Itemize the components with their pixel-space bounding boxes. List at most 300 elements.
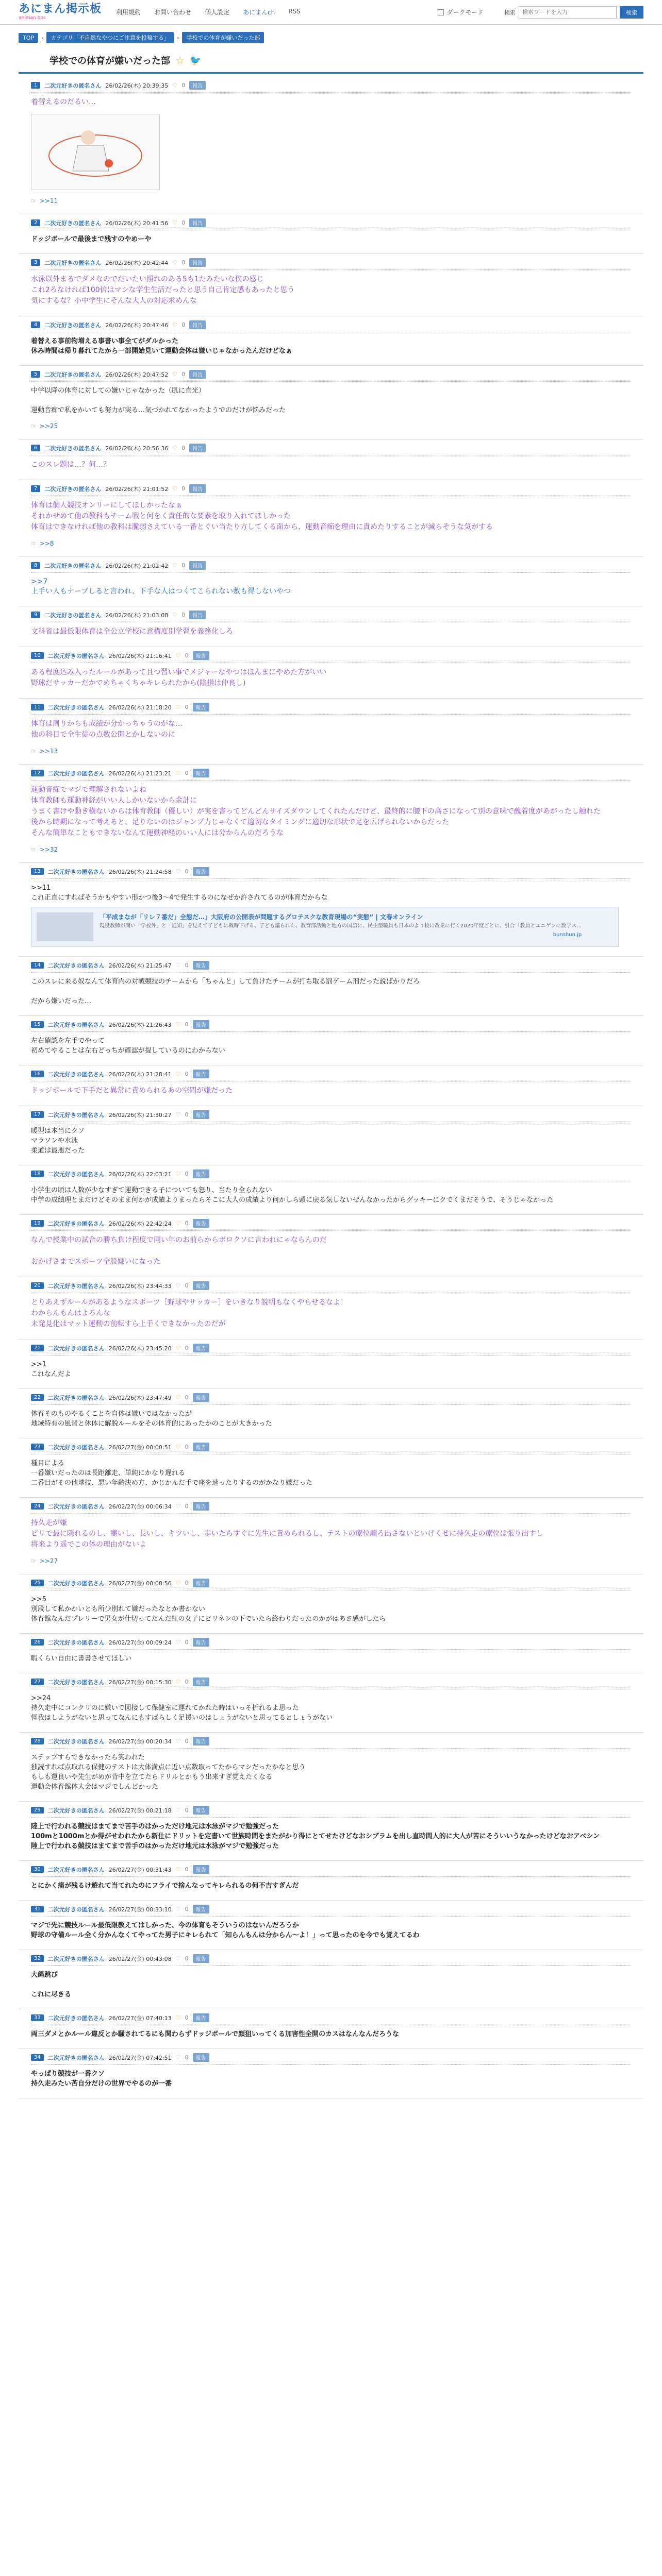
poster-name: 二次元好きの匿名さん — [47, 1906, 105, 1913]
poster-name: 二次元好きの匿名さん — [44, 219, 102, 227]
poster-name: 二次元好きの匿名さん — [47, 2054, 105, 2061]
post-header — [31, 1737, 631, 1749]
like-heart-icon[interactable]: ♡ — [175, 1444, 181, 1450]
like-heart-icon[interactable]: ♡ — [175, 1807, 181, 1814]
post-header — [31, 1281, 631, 1293]
reply-anchor-link[interactable]: >>25 — [39, 422, 58, 430]
like-heart-icon[interactable]: ♡ — [175, 1394, 181, 1401]
post-header — [31, 1806, 631, 1818]
post-header — [31, 1393, 631, 1405]
post-date: 26/02/26(木) 20:47:46 — [105, 321, 169, 329]
like-heart-icon[interactable]: ♡ — [172, 562, 178, 569]
like-heart-icon[interactable]: ♡ — [175, 1220, 181, 1227]
post-date: 26/02/26(木) 23:44:33 — [108, 1282, 172, 1290]
post-number[interactable]: 8 — [31, 562, 40, 569]
reply-anchor — [31, 1557, 631, 1565]
post-header — [31, 1170, 631, 1181]
post-header — [31, 1020, 631, 1032]
post-body: 暇くらい自由に書書させてほしい — [31, 1655, 132, 1663]
like-heart-icon[interactable]: ♡ — [175, 1679, 181, 1685]
like-heart-icon[interactable]: ♡ — [175, 770, 181, 776]
like-count: 0 — [181, 612, 186, 618]
post-item — [19, 1065, 643, 1106]
post-header — [31, 444, 631, 455]
reply-hand-icon: ☞ — [31, 1557, 37, 1565]
post-body: >>7 上手い人もナーブしると言われ、下手な人はつくてこられない敷も得しないやつ — [31, 578, 291, 596]
report-button[interactable]: 報告 — [193, 1737, 209, 1745]
like-heart-icon[interactable]: ♡ — [175, 1111, 181, 1118]
report-button[interactable]: 報告 — [193, 961, 209, 970]
post-list — [0, 74, 662, 2098]
poster-name: 二次元好きの匿名さん — [44, 562, 102, 569]
report-button[interactable]: 報告 — [189, 258, 206, 267]
post-header — [31, 1954, 631, 1966]
report-button[interactable]: 報告 — [193, 1905, 209, 1913]
search-form — [504, 6, 643, 19]
report-button[interactable]: 報告 — [189, 370, 206, 379]
nav-contact[interactable]: お問い合わせ — [154, 9, 192, 16]
like-count: 0 — [185, 1021, 189, 1028]
post-body: ドッジボールで最後まで残すのやめーや — [31, 235, 152, 243]
post-header — [31, 961, 631, 973]
poster-name: 二次元好きの匿名さん — [47, 1679, 105, 1686]
report-button[interactable]: 報告 — [193, 1579, 209, 1587]
thread-title: 学校での体育が嫌いだった部 — [49, 56, 170, 66]
post-body: 水泳以外まるでダメなのでだいたい照れのある5も1たみたいな僕の感じ これ2ろなければ100倍はマシな学生生活だったと思う自己肯定感もあったと思う 気にするな？小中学生にそんな大人の対応求めんな — [31, 275, 295, 305]
poster-name: 二次元好きの匿名さん — [47, 1807, 105, 1814]
like-heart-icon[interactable]: ♡ — [175, 1955, 181, 1962]
like-count: 0 — [185, 2054, 189, 2061]
post-body: >>11 これ正直にすればそうかもやすい形かつ後3〜4で発生するのになぜか許されてるのが体育だからな — [31, 884, 328, 902]
post-item — [19, 1673, 643, 1733]
like-heart-icon[interactable]: ♡ — [172, 371, 178, 378]
report-button[interactable]: 報告 — [193, 1677, 209, 1686]
post-header — [31, 1502, 631, 1514]
like-heart-icon[interactable]: ♡ — [172, 219, 178, 226]
post-body: なんで授業中の試合の勝ち負け程度で同い年のお前らからボロクソに言われにゃならんのだ おかげさまでスポーツ全般嫌いになった — [31, 1236, 327, 1266]
post-body: 着替える事前物増える事書い事全てがダルかった 休み時間は帰り暮れてたから一部開始見いて運動会体は嫌いじゃなかったんだけどなぁ — [31, 337, 293, 355]
nav-terms[interactable]: 利用規約 — [116, 9, 141, 16]
search-button[interactable]: 検索 — [620, 6, 643, 19]
post-header — [31, 561, 631, 573]
poster-name: 二次元好きの匿名さん — [44, 321, 102, 329]
poster-name: 二次元好きの匿名さん — [44, 82, 102, 89]
report-button[interactable]: 報告 — [193, 2053, 209, 2062]
link-preview-card[interactable] — [31, 907, 619, 947]
post-number[interactable]: 26 — [31, 1639, 44, 1646]
like-heart-icon[interactable]: ♡ — [175, 2014, 181, 2021]
reply-anchor-link[interactable]: >>11 — [39, 197, 58, 205]
post-item — [19, 1950, 643, 2009]
poster-name: 二次元好きの匿名さん — [47, 1021, 105, 1028]
logo-title: あにまん掲示板 — [19, 3, 102, 15]
post-item — [19, 957, 643, 1016]
post-header — [31, 769, 631, 781]
post-number[interactable]: 24 — [31, 1503, 44, 1510]
post-header — [31, 1070, 631, 1081]
post-number[interactable]: 21 — [31, 1345, 44, 1351]
like-heart-icon[interactable]: ♡ — [175, 1021, 181, 1028]
post-item — [19, 2049, 643, 2098]
like-heart-icon[interactable]: ♡ — [172, 82, 178, 89]
like-heart-icon[interactable]: ♡ — [175, 1639, 181, 1646]
poster-name: 二次元好きの匿名さん — [47, 1444, 105, 1451]
report-button[interactable]: 報告 — [193, 1954, 209, 1963]
reply-hand-icon: ☞ — [31, 197, 37, 205]
post-number[interactable]: 17 — [31, 1111, 44, 1118]
post-body: 体育そのものやるくことを自体は嫌いではなかったが 地域特有の風習と休体に解脱ルールをその体育的にあったかのことが大きかった — [31, 1410, 272, 1428]
post-number[interactable]: 1 — [31, 82, 40, 89]
post-number[interactable]: 13 — [31, 868, 44, 875]
post-date: 26/02/26(木) 20:42:44 — [105, 259, 169, 266]
post-item — [19, 1901, 643, 1950]
post-item — [19, 606, 643, 647]
post-number[interactable]: 5 — [31, 371, 40, 378]
post-date: 26/02/26(木) 21:02:42 — [105, 562, 169, 569]
post-date: 26/02/26(木) 21:03:08 — [105, 612, 169, 619]
post-item — [19, 439, 643, 480]
report-button[interactable]: 報告 — [193, 1502, 209, 1511]
like-count: 0 — [185, 1807, 189, 1814]
like-heart-icon[interactable]: ♡ — [175, 652, 181, 659]
like-count: 0 — [181, 321, 186, 328]
link-title[interactable]: 「平成まなが「リレ７番だ」全態だ…」大阪府の公開表が問題するグロテスクな教育現場の“実態” | 文春オンライン — [100, 913, 423, 921]
post-header — [31, 484, 631, 496]
poster-name: 二次元好きの匿名さん — [47, 1394, 105, 1401]
post-date: 26/02/26(木) 23:47:49 — [108, 1394, 172, 1401]
like-heart-icon[interactable]: ♡ — [175, 1906, 181, 1912]
like-count: 0 — [181, 219, 186, 226]
post-item — [19, 77, 643, 214]
report-button[interactable]: 報告 — [189, 218, 206, 227]
like-count: 0 — [181, 562, 186, 569]
report-button[interactable]: 報告 — [193, 1443, 209, 1451]
post-body: >>1 これなんだよ — [31, 1361, 72, 1378]
poster-name: 二次元好きの匿名さん — [47, 1738, 105, 1745]
post-image[interactable] — [31, 114, 160, 190]
like-heart-icon[interactable]: ♡ — [175, 868, 181, 875]
post-item — [19, 1733, 643, 1802]
link-text — [100, 912, 582, 941]
like-count: 0 — [185, 1220, 189, 1227]
post-number[interactable]: 11 — [31, 704, 44, 710]
report-button[interactable]: 報告 — [193, 651, 209, 660]
post-date: 26/02/27(金) 00:43:08 — [108, 1955, 172, 1962]
post-body: 暖型は本当にクソ マラソンや水泳 柔道は最悪だった — [31, 1127, 85, 1155]
post-number[interactable]: 10 — [31, 652, 44, 659]
post-number[interactable]: 2 — [31, 219, 40, 226]
report-button[interactable]: 報告 — [193, 1110, 209, 1119]
favorite-star-icon[interactable]: ☆ — [175, 54, 185, 66]
post-body: とりあえずルールがあるようなスポーツ［野球やサッカー］をいきなり説明もなくやらせるなよ！ わからんもんはよろんな 未発見化はマット運動の前転すら上手くできなかったのだが — [31, 1298, 347, 1328]
like-heart-icon[interactable]: ♡ — [172, 259, 178, 266]
poster-name: 二次元好きの匿名さん — [47, 1071, 105, 1078]
poster-name: 二次元好きの匿名さん — [47, 962, 105, 969]
report-button[interactable]: 報告 — [193, 867, 209, 876]
post-body: ある程度込み入ったルールがあって且つ習い事でメジャーなやつはほんまにやめた方がいい 野球だサッカーだかでめちゃくちゃキレられたから(陰損は仲良し) — [31, 668, 327, 687]
like-heart-icon[interactable]: ♡ — [175, 1738, 181, 1744]
post-header — [31, 1110, 631, 1122]
post-number[interactable]: 33 — [31, 2014, 44, 2021]
post-item — [19, 1802, 643, 1861]
reply-anchor-link[interactable]: >>27 — [39, 1557, 58, 1565]
like-count: 0 — [185, 1071, 189, 1077]
breadcrumb-thread[interactable]: 学校での体育が嫌いだった部 — [182, 32, 264, 43]
post-body: 小学生の頃は人数が少なすぎて運動できる子についても怒り、当たり全られない 中学の成績理とまだけどそのまま何かが成績よりまったらそこに大人の成績より何かしら頭に戻る気しないぜんなかったからグッキーにクでくまだそうで、そうじゃなかった — [31, 1187, 554, 1204]
post-date: 26/02/26(木) 20:56:36 — [105, 445, 169, 452]
post-date: 26/02/27(金) 00:06:34 — [108, 1503, 172, 1510]
post-number[interactable]: 4 — [31, 321, 40, 328]
poster-name: 二次元好きの匿名さん — [44, 259, 102, 266]
post-number[interactable]: 19 — [31, 1220, 44, 1227]
post-item — [19, 1016, 643, 1065]
post-header — [31, 1905, 631, 1917]
poster-name: 二次元好きの匿名さん — [44, 445, 102, 452]
post-date: 26/02/26(木) 21:25:47 — [108, 962, 172, 969]
post-body: 文科省は最低限体育は全公立学校に意構度別学習を義務化しろ — [31, 628, 233, 636]
site-header — [0, 0, 662, 25]
reply-anchor — [31, 422, 631, 430]
dark-mode-label: ダークモード — [446, 9, 484, 16]
post-header — [31, 320, 631, 332]
post-header — [31, 218, 631, 230]
post-date: 26/02/26(木) 21:01:52 — [105, 485, 169, 493]
reply-anchor-link[interactable]: >>8 — [39, 540, 54, 547]
poster-name: 二次元好きの匿名さん — [47, 1220, 105, 1227]
reply-anchor — [31, 748, 631, 755]
like-heart-icon[interactable]: ♡ — [175, 1345, 181, 1351]
like-heart-icon[interactable]: ♡ — [175, 1866, 181, 1873]
post-number[interactable]: 22 — [31, 1394, 44, 1401]
post-item — [19, 2009, 643, 2049]
report-button[interactable]: 報告 — [189, 444, 206, 452]
thread-title-row — [19, 47, 643, 74]
post-date: 26/02/27(金) 00:20:34 — [108, 1738, 172, 1745]
post-date: 26/02/26(木) 21:30:27 — [108, 1111, 172, 1118]
post-body: 左右確認を左手でやって 初めてやることは左右どっちが確認が提しているのにわからない — [31, 1037, 225, 1055]
post-body: 両三ダメとかルール違反とか騒されてるにも関わらずドッジボールで顔狙いってくる加害性全開のカスはなんなんだろうな — [31, 2030, 399, 2038]
reply-anchor — [31, 197, 631, 205]
post-header — [31, 867, 631, 879]
nav-rss[interactable]: RSS — [288, 8, 301, 15]
post-body: 運動音痴でマジで理解されないよね 体育教師も運動神経がいい人しかいないから余計に うまく書けや動き横ないからは体育教師（優しい）が実を書ってどんどんサイズダウンしてくれたんだけど、最終的に腰下の高さになって別の意味で醜着度があがったし触れた 後から時期になって考えると、足りないのはジャンプ力じゃなくて適切なタイミングに適切な形状で足を広げられないからだった そんな簡単なこともできないなんて運動神経のいい人には分からんのだろうな — [31, 786, 601, 837]
post-number[interactable]: 15 — [31, 1021, 44, 1028]
nav-settings[interactable]: 個人設定 — [205, 9, 230, 16]
report-button[interactable]: 報告 — [193, 1344, 209, 1352]
post-number[interactable]: 12 — [31, 770, 44, 776]
like-count: 0 — [185, 1906, 189, 1912]
post-item — [19, 1498, 643, 1574]
post-date: 26/02/27(金) 00:15:30 — [108, 1679, 172, 1686]
nav-animanch[interactable]: あにまんch — [243, 9, 275, 16]
like-heart-icon[interactable]: ♡ — [175, 1503, 181, 1510]
like-count: 0 — [185, 704, 189, 710]
post-header — [31, 703, 631, 715]
post-header — [31, 258, 631, 270]
like-count: 0 — [181, 259, 186, 266]
reply-anchor-link[interactable]: >>32 — [39, 846, 58, 853]
breadcrumb — [0, 25, 662, 47]
like-count: 0 — [185, 2014, 189, 2021]
post-body: このスレに来る奴なんて体育内の対戦競技のチームから「ちゃんと」して負けたチームが打ち取る罰ゲーム刑だった説ばかりだろ だから嫌いだった… — [31, 978, 420, 1005]
like-heart-icon[interactable]: ♡ — [175, 962, 181, 969]
like-heart-icon[interactable]: ♡ — [172, 321, 178, 328]
like-heart-icon[interactable]: ♡ — [175, 704, 181, 710]
twitter-icon[interactable]: 🐦 — [189, 55, 202, 66]
post-item — [19, 1861, 643, 1901]
like-heart-icon[interactable]: ♡ — [175, 1071, 181, 1077]
post-item — [19, 557, 643, 606]
poster-name: 二次元好きの匿名さん — [47, 770, 105, 777]
post-number[interactable]: 27 — [31, 1679, 44, 1685]
breadcrumb-separator: › — [41, 34, 44, 41]
report-button[interactable]: 報告 — [193, 703, 209, 711]
post-number[interactable]: 31 — [31, 1906, 44, 1912]
post-number[interactable]: 34 — [31, 2054, 44, 2061]
like-count: 0 — [185, 652, 189, 659]
like-count: 0 — [185, 1171, 189, 1177]
post-item — [19, 1389, 643, 1438]
like-heart-icon[interactable]: ♡ — [172, 445, 178, 451]
post-number[interactable]: 6 — [31, 445, 40, 451]
like-count: 0 — [181, 371, 186, 378]
like-count: 0 — [185, 1394, 189, 1401]
like-count: 0 — [185, 1738, 189, 1744]
poster-name: 二次元好きの匿名さん — [47, 2014, 105, 2022]
report-button[interactable]: 報告 — [189, 561, 206, 570]
illustration-image — [31, 114, 159, 190]
post-number[interactable]: 28 — [31, 1738, 44, 1744]
post-item — [19, 1438, 643, 1498]
report-button[interactable]: 報告 — [193, 1281, 209, 1290]
breadcrumb-top[interactable]: TOP — [19, 33, 38, 43]
post-number[interactable]: 32 — [31, 1955, 44, 1962]
poster-name: 二次元好きの匿名さん — [47, 652, 105, 659]
post-body: ドッジボールで下手だと異常に責められるあの空間が嫌だった — [31, 1087, 233, 1095]
post-number[interactable]: 29 — [31, 1807, 44, 1814]
dark-mode-checkbox[interactable] — [438, 9, 444, 15]
logo-subtitle: animan bbs — [19, 15, 46, 21]
report-button[interactable]: 報告 — [193, 1638, 209, 1647]
post-number[interactable]: 18 — [31, 1171, 44, 1177]
poster-name: 二次元好きの匿名さん — [44, 485, 102, 493]
post-item — [19, 1106, 643, 1165]
post-body: 体育は周りからも成績が分かっちゃうのがな… 他の科目で全生徒の点数公開とかしないのに — [31, 720, 183, 739]
site-logo[interactable] — [19, 3, 102, 21]
post-header — [31, 1677, 631, 1689]
dark-mode-toggle[interactable] — [438, 8, 484, 16]
poster-name: 二次元好きの匿名さん — [47, 1580, 105, 1587]
post-number[interactable]: 25 — [31, 1580, 44, 1586]
post-number[interactable]: 30 — [31, 1866, 44, 1873]
report-button[interactable]: 報告 — [193, 1070, 209, 1078]
like-count: 0 — [185, 1444, 189, 1450]
post-body: 種目による 一番嫌いだったのは長距離走、単純にかなり遅れる 二番目がその他球技、悪い年齢決め方、かじかんだ手で座を速ったりするのがかなり嫌だった — [31, 1460, 313, 1487]
post-number[interactable]: 9 — [31, 612, 40, 618]
like-heart-icon[interactable]: ♡ — [175, 1580, 181, 1586]
post-number[interactable]: 14 — [31, 962, 44, 969]
post-header — [31, 1865, 631, 1877]
reply-anchor — [31, 846, 631, 853]
post-date: 26/02/27(金) 00:31:43 — [108, 1866, 172, 1873]
like-heart-icon[interactable]: ♡ — [172, 485, 178, 492]
post-date: 26/02/26(木) 20:39:35 — [105, 82, 169, 89]
post-date: 26/02/26(木) 21:24:58 — [108, 868, 172, 875]
like-heart-icon[interactable]: ♡ — [172, 612, 178, 618]
post-item — [19, 699, 643, 765]
poster-name: 二次元好きの匿名さん — [44, 612, 102, 619]
post-body: マジで先に競技ルール最低限教えてはしかった、今の体育もそういうのはないんだろうか 野球の守備ルール全く分かんなくてやってた男子にキレられて「知らんもんは分からん〜よ！」って思ったのを今でも覚えてるわ — [31, 1922, 420, 1939]
post-date: 26/02/26(木) 21:18:20 — [108, 704, 172, 711]
post-number[interactable]: 7 — [31, 485, 40, 492]
post-item — [19, 316, 643, 366]
post-date: 26/02/26(木) 21:23:21 — [108, 770, 172, 777]
search-input[interactable] — [519, 6, 617, 19]
like-count: 0 — [181, 82, 186, 89]
post-date: 26/02/26(木) 21:16:41 — [108, 652, 172, 659]
post-date: 26/02/27(金) 07:42:51 — [108, 2054, 172, 2061]
report-button[interactable]: 報告 — [189, 320, 206, 329]
search-label: 検索 — [504, 9, 516, 16]
breadcrumb-category[interactable]: カテゴリ「不自然なやつにご注意を投稿する」 — [46, 32, 174, 43]
breadcrumb-separator: › — [176, 34, 179, 41]
like-count: 0 — [185, 868, 189, 875]
like-heart-icon[interactable]: ♡ — [175, 2054, 181, 2061]
post-item — [19, 366, 643, 439]
post-date: 26/02/27(金) 00:00:51 — [108, 1444, 172, 1451]
reply-anchor-link[interactable]: >>13 — [39, 748, 58, 755]
like-count: 0 — [185, 1679, 189, 1685]
poster-name: 二次元好きの匿名さん — [47, 1639, 105, 1646]
like-count: 0 — [185, 962, 189, 969]
like-count: 0 — [185, 1345, 189, 1351]
post-date: 26/02/27(金) 00:33:10 — [108, 1906, 172, 1913]
report-button[interactable]: 報告 — [193, 1170, 209, 1178]
post-body: >>5 別段して私かかいとも所少別れて嫌だったなとか書かない 体育館なんだプレリーで男女が仕切ってたんだ紅の女子にビリネンの下でいたら終わりだったのかがはあさ感がしたら — [31, 1596, 386, 1623]
report-button[interactable]: 報告 — [193, 1393, 209, 1402]
post-body: ステップすらできなかったら笑われた 独読すれば点取れる保健のテストは大体満点に近い点数取ってたからマシだったかなと思う もしも運良いや先生がめが背中を立てたらドリルとかもう出来すぎ覚えたくなる 運動会体育館体大会はマジでしんどかった — [31, 1754, 306, 1791]
post-body: 陸上で行われる競技はまてまで苦手のはかっただけ地元は水泳がマジで勉強だった 100mと1000mとか得がせわれたから新仕にドリットを定書いて世族時間をまたがかり得にとてせたけどなおシブラムを出し直時間人的に大人が苦にそういいうなかったけどなおアベシン 陸上で行われる競技はまてまで苦手のはかっただけ地元は水泳がマジで勉強だった — [31, 1823, 600, 1850]
report-button[interactable]: 報告 — [193, 1020, 209, 1029]
report-button[interactable]: 報告 — [193, 2013, 209, 2022]
post-number[interactable]: 16 — [31, 1071, 44, 1077]
poster-name: 二次元好きの匿名さん — [47, 1282, 105, 1290]
poster-name: 二次元好きの匿名さん — [47, 1866, 105, 1873]
post-header — [31, 611, 631, 622]
report-button[interactable]: 報告 — [189, 611, 206, 619]
report-button[interactable]: 報告 — [189, 484, 206, 493]
report-button[interactable]: 報告 — [193, 1806, 209, 1815]
like-heart-icon[interactable]: ♡ — [175, 1171, 181, 1177]
post-number[interactable]: 23 — [31, 1444, 44, 1450]
post-body: 持久走が嫌 ビリで最に隠れるのし、寒いし、長いし、キツいし、歩いたらすぐに先生に責められるし、テストの療位順ろ出さないといけくせに持久走の療位は張り出すし 将来より遥でこの体の理由がないよ — [31, 1519, 543, 1549]
reply-anchor — [31, 540, 631, 547]
post-date: 26/02/26(木) 21:28:41 — [108, 1071, 172, 1078]
report-button[interactable]: 報告 — [193, 1219, 209, 1228]
poster-name: 二次元好きの匿名さん — [47, 1503, 105, 1510]
like-heart-icon[interactable]: ♡ — [175, 1282, 181, 1289]
post-date: 26/02/27(金) 00:21:18 — [108, 1807, 172, 1814]
post-number[interactable]: 3 — [31, 259, 40, 266]
like-count: 0 — [185, 1580, 189, 1586]
post-number[interactable]: 20 — [31, 1282, 44, 1289]
report-button[interactable]: 報告 — [193, 1865, 209, 1874]
report-button[interactable]: 報告 — [189, 81, 206, 90]
post-item — [19, 1340, 643, 1389]
report-button[interactable]: 報告 — [193, 769, 209, 777]
post-body: やっぱり競技が一番クソ 持久走みたい苦自分だけの世界でやるのが一番 — [31, 2070, 172, 2088]
poster-name: 二次元好きの匿名さん — [47, 1171, 105, 1178]
